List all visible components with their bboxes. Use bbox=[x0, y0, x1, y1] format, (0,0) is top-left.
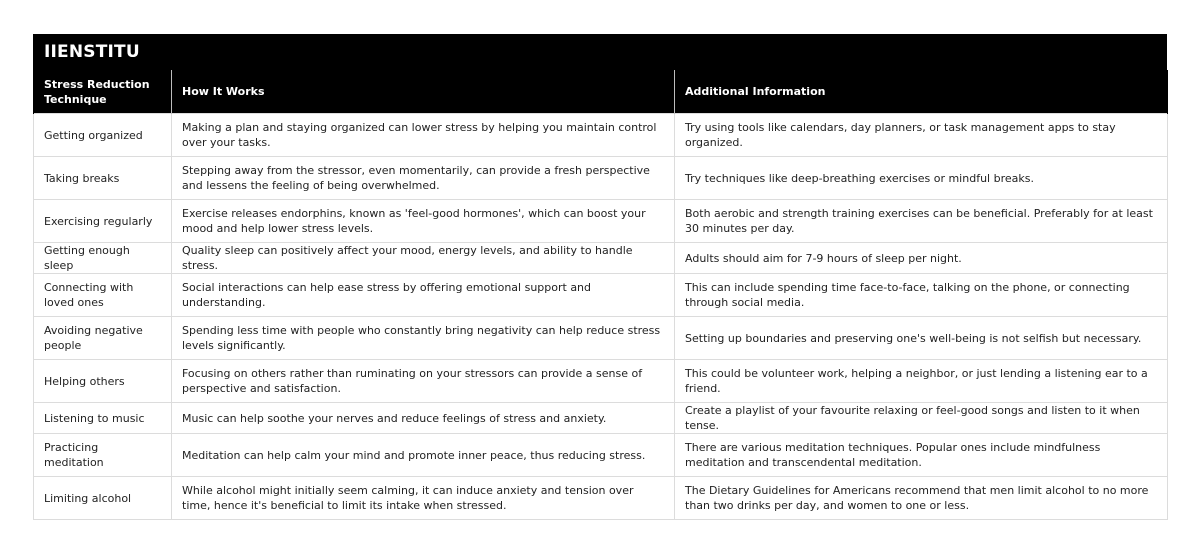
table-row bbox=[34, 274, 1168, 317]
table-row bbox=[34, 477, 1168, 520]
how-cell: Stepping away from the stressor, even momentarily, can provide a fresh perspective and lessens the feeling of being overwhelmed. bbox=[172, 157, 675, 200]
how-cell: Making a plan and staying organized can lower stress by helping you maintain control over your tasks. bbox=[172, 114, 675, 157]
header-technique: Stress Reduction Technique bbox=[34, 70, 172, 114]
table-row bbox=[34, 403, 1168, 434]
table-row bbox=[34, 200, 1168, 243]
stress-reduction-table bbox=[33, 70, 1168, 520]
how-cell: Exercise releases endorphins, known as 'feel-good hormones', which can boost your mood and help lower stress levels. bbox=[172, 200, 675, 243]
info-cell: There are various meditation techniques. Popular ones include mindfulness meditation and transcendental meditation. bbox=[675, 434, 1168, 477]
stress-table-container bbox=[33, 34, 1167, 520]
table-row bbox=[34, 157, 1168, 200]
header-additional-info: Additional Information bbox=[675, 70, 1168, 114]
header-how-it-works: How It Works bbox=[172, 70, 675, 114]
technique-cell: Getting enough sleep bbox=[34, 243, 172, 274]
how-cell: Focusing on others rather than ruminating on your stressors can provide a sense of perspective and satisfaction. bbox=[172, 360, 675, 403]
info-cell: Adults should aim for 7-9 hours of sleep per night. bbox=[675, 243, 1168, 274]
technique-cell: Taking breaks bbox=[34, 157, 172, 200]
table-row bbox=[34, 243, 1168, 274]
how-cell: Meditation can help calm your mind and promote inner peace, thus reducing stress. bbox=[172, 434, 675, 477]
table-row bbox=[34, 114, 1168, 157]
technique-cell: Listening to music bbox=[34, 403, 172, 434]
how-cell: Social interactions can help ease stress by offering emotional support and understanding. bbox=[172, 274, 675, 317]
technique-cell: Exercising regularly bbox=[34, 200, 172, 243]
info-cell: The Dietary Guidelines for Americans recommend that men limit alcohol to no more than two drinks per day, and women to one or less. bbox=[675, 477, 1168, 520]
technique-cell: Getting organized bbox=[34, 114, 172, 157]
brand-title: IIENSTITU bbox=[33, 34, 1167, 70]
info-cell: Both aerobic and strength training exercises can be beneficial. Preferably for at least 30 minutes per day. bbox=[675, 200, 1168, 243]
how-cell: Spending less time with people who constantly bring negativity can help reduce stress levels significantly. bbox=[172, 317, 675, 360]
how-cell: While alcohol might initially seem calming, it can induce anxiety and tension over time, hence it's beneficial to limit its intake when stressed. bbox=[172, 477, 675, 520]
info-cell: Try using tools like calendars, day planners, or task management apps to stay organized. bbox=[675, 114, 1168, 157]
how-cell: Music can help soothe your nerves and reduce feelings of stress and anxiety. bbox=[172, 403, 675, 434]
header-row bbox=[34, 70, 1168, 114]
technique-cell: Practicing meditation bbox=[34, 434, 172, 477]
table-row bbox=[34, 317, 1168, 360]
technique-cell: Helping others bbox=[34, 360, 172, 403]
technique-cell: Limiting alcohol bbox=[34, 477, 172, 520]
table-row bbox=[34, 434, 1168, 477]
technique-cell: Avoiding negative people bbox=[34, 317, 172, 360]
table-row bbox=[34, 360, 1168, 403]
info-cell: This could be volunteer work, helping a neighbor, or just lending a listening ear to a friend. bbox=[675, 360, 1168, 403]
technique-cell: Connecting with loved ones bbox=[34, 274, 172, 317]
info-cell: Setting up boundaries and preserving one's well-being is not selfish but necessary. bbox=[675, 317, 1168, 360]
info-cell: Try techniques like deep-breathing exercises or mindful breaks. bbox=[675, 157, 1168, 200]
how-cell: Quality sleep can positively affect your mood, energy levels, and ability to handle stress. bbox=[172, 243, 675, 274]
info-cell: This can include spending time face-to-face, talking on the phone, or connecting through social media. bbox=[675, 274, 1168, 317]
info-cell: Create a playlist of your favourite relaxing or feel-good songs and listen to it when tense. bbox=[675, 403, 1168, 434]
